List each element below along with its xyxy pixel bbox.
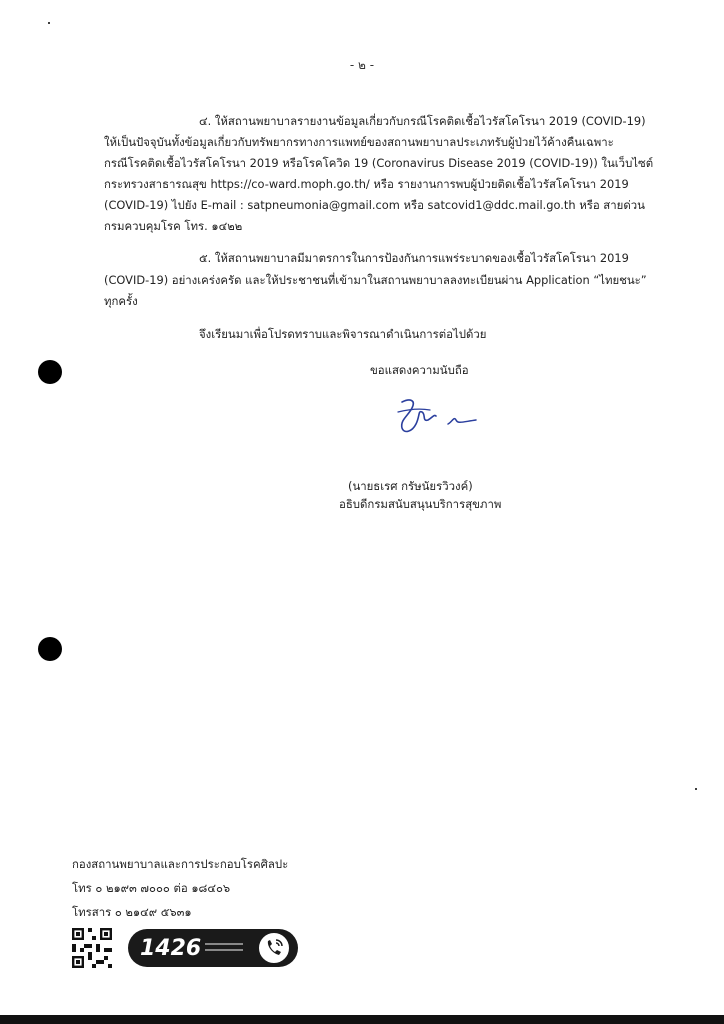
page-bottom-edge — [0, 1015, 724, 1024]
phone-icon — [256, 930, 292, 966]
qr-code — [72, 928, 112, 968]
punch-hole — [38, 637, 62, 661]
signature — [392, 394, 482, 440]
footer-department: กองสถานพยาบาลและการประกอบโรคศิลปะ — [72, 857, 289, 871]
hotline-number: 1426 — [140, 935, 202, 961]
paragraph-4-line: กรณีโรคติดเชื้อไวรัสโคโรนา 2019 หรือโรคโควิด 19 (Coronavirus Disease 2019 (COVID-19)) ในเว็บไซต์ — [104, 156, 654, 170]
page-number: - ๒ - — [349, 58, 375, 72]
closing-request: จึงเรียนมาเพื่อโปรดทราบและพิจารณาดำเนินการต่อไปด้วย — [199, 327, 487, 341]
paragraph-5-line: ๕. ให้สถานพยาบาลมีมาตรการในการป้องกันการแพร่ระบาดของเชื้อไวรัสโคโรนา 2019 — [199, 251, 629, 265]
hotline-caption-lines — [205, 940, 251, 956]
paragraph-4-line: (COVID-19) ไปยัง E-mail : satpneumonia@gmail.com หรือ satcovid1@ddc.mail.go.th หรือ สายด่วน — [104, 198, 645, 212]
paragraph-5-line: ทุกครั้ง — [104, 294, 138, 308]
footer-fax: โทรสาร ๐ ๒๑๔๙ ๕๖๓๑ — [72, 905, 192, 919]
punch-hole — [38, 360, 62, 384]
signer-title: อธิบดีกรมสนับสนุนบริการสุขภาพ — [339, 497, 502, 511]
salutation: ขอแสดงความนับถือ — [370, 363, 469, 377]
paragraph-4-line: ให้เป็นปัจจุบันทั้งข้อมูลเกี่ยวกับทรัพยากรทางการแพทย์ของสถานพยาบาลประเภทรับผู้ป่วยไว้ค้างคืนเฉพาะ — [104, 135, 614, 149]
signer-name: (นายธเรศ กรัษนัยรวิวงค์) — [348, 479, 473, 493]
paragraph-5-line: (COVID-19) อย่างเคร่งครัด และให้ประชาชนที่เข้ามาในสถานพยาบาลลงทะเบียนผ่าน Application “ไทยชนะ” — [104, 273, 647, 287]
paragraph-4-line: ๔. ให้สถานพยาบาลรายงานข้อมูลเกี่ยวกับกรณีโรคติดเชื้อไวรัสโคโรนา 2019 (COVID-19) — [199, 114, 646, 128]
paragraph-4-line: กรมควบคุมโรค โทร. ๑๔๒๒ — [104, 219, 243, 233]
hotline-caption-graphic — [205, 940, 245, 954]
paragraph-4-line: กระทรวงสาธารณสุข https://co-ward.moph.go.th/ หรือ รายงานการพบผู้ป่วยติดเชื้อไวรัสโคโรนา 2019 — [104, 177, 629, 191]
speck — [695, 788, 697, 790]
speck — [48, 22, 50, 24]
footer-phone: โทร ๐ ๒๑๙๓ ๗๐๐๐ ต่อ ๑๘๔๐๖ — [72, 881, 231, 895]
